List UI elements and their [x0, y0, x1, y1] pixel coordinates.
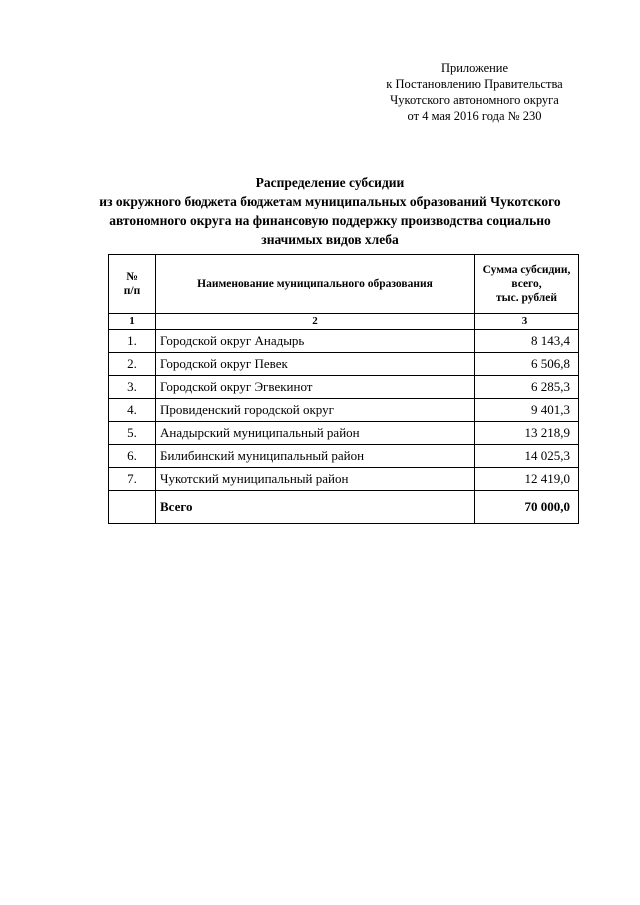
- header-sum-line-1: Сумма субсидии,: [482, 264, 571, 276]
- table-row: [109, 330, 579, 353]
- table-row: [109, 422, 579, 445]
- appendix-line-3: Чукотского автономного округа: [390, 93, 559, 107]
- column-number-2: 2: [156, 314, 475, 330]
- row-number: 7.: [109, 468, 156, 491]
- row-sum: 12 419,0: [475, 468, 579, 491]
- title-line-1: Распределение субсидии: [255, 175, 405, 190]
- header-number: [109, 255, 156, 314]
- header-sum-line-3: тыс. рублей: [496, 292, 557, 304]
- row-number: 3.: [109, 376, 156, 399]
- total-number-empty: [109, 491, 156, 524]
- row-number: 2.: [109, 353, 156, 376]
- subsidy-table: [108, 254, 579, 524]
- appendix-block: [372, 60, 577, 124]
- table-row: [109, 445, 579, 468]
- row-sum: 9 401,3: [475, 399, 579, 422]
- total-sum: 70 000,0: [475, 491, 579, 524]
- row-sum: 8 143,4: [475, 330, 579, 353]
- row-number: 6.: [109, 445, 156, 468]
- header-number-line-2: п/п: [123, 285, 141, 297]
- row-number: 1.: [109, 330, 156, 353]
- title-line-2: из окружного бюджета бюджетам муниципальных образований Чукотского: [99, 194, 561, 209]
- row-name: Городской округ Певек: [156, 353, 475, 376]
- title-line-3: автономного округа на финансовую поддержку производства социально: [109, 213, 551, 228]
- row-sum: 6 285,3: [475, 376, 579, 399]
- title-line-4: значимых видов хлеба: [261, 232, 399, 247]
- row-number: 5.: [109, 422, 156, 445]
- row-number: 4.: [109, 399, 156, 422]
- row-name: Провиденский городской округ: [156, 399, 475, 422]
- appendix-line-1: Приложение: [440, 61, 509, 75]
- total-label: Всего: [156, 491, 475, 524]
- table-row: [109, 468, 579, 491]
- row-sum: 14 025,3: [475, 445, 579, 468]
- appendix-line-4: от 4 мая 2016 года № 230: [407, 109, 542, 123]
- row-name: Городской округ Эгвекинот: [156, 376, 475, 399]
- table-row: [109, 376, 579, 399]
- table-row: [109, 399, 579, 422]
- table-row: [109, 353, 579, 376]
- column-number-1: 1: [109, 314, 156, 330]
- column-numbers-row: [109, 314, 579, 330]
- row-name: Анадырский муниципальный район: [156, 422, 475, 445]
- total-row: [109, 491, 579, 524]
- row-name: Городской округ Анадырь: [156, 330, 475, 353]
- header-name: Наименование муниципального образования: [156, 255, 475, 314]
- document-title: [60, 173, 600, 249]
- appendix-line-2: к Постановлению Правительства: [386, 77, 563, 91]
- row-name: Чукотский муниципальный район: [156, 468, 475, 491]
- table-header-row: [109, 255, 579, 314]
- header-sum-line-2: всего,: [511, 278, 542, 290]
- header-sum: [475, 255, 579, 314]
- header-number-line-1: №: [126, 271, 138, 283]
- row-sum: 6 506,8: [475, 353, 579, 376]
- row-name: Билибинский муниципальный район: [156, 445, 475, 468]
- column-number-3: 3: [475, 314, 579, 330]
- row-sum: 13 218,9: [475, 422, 579, 445]
